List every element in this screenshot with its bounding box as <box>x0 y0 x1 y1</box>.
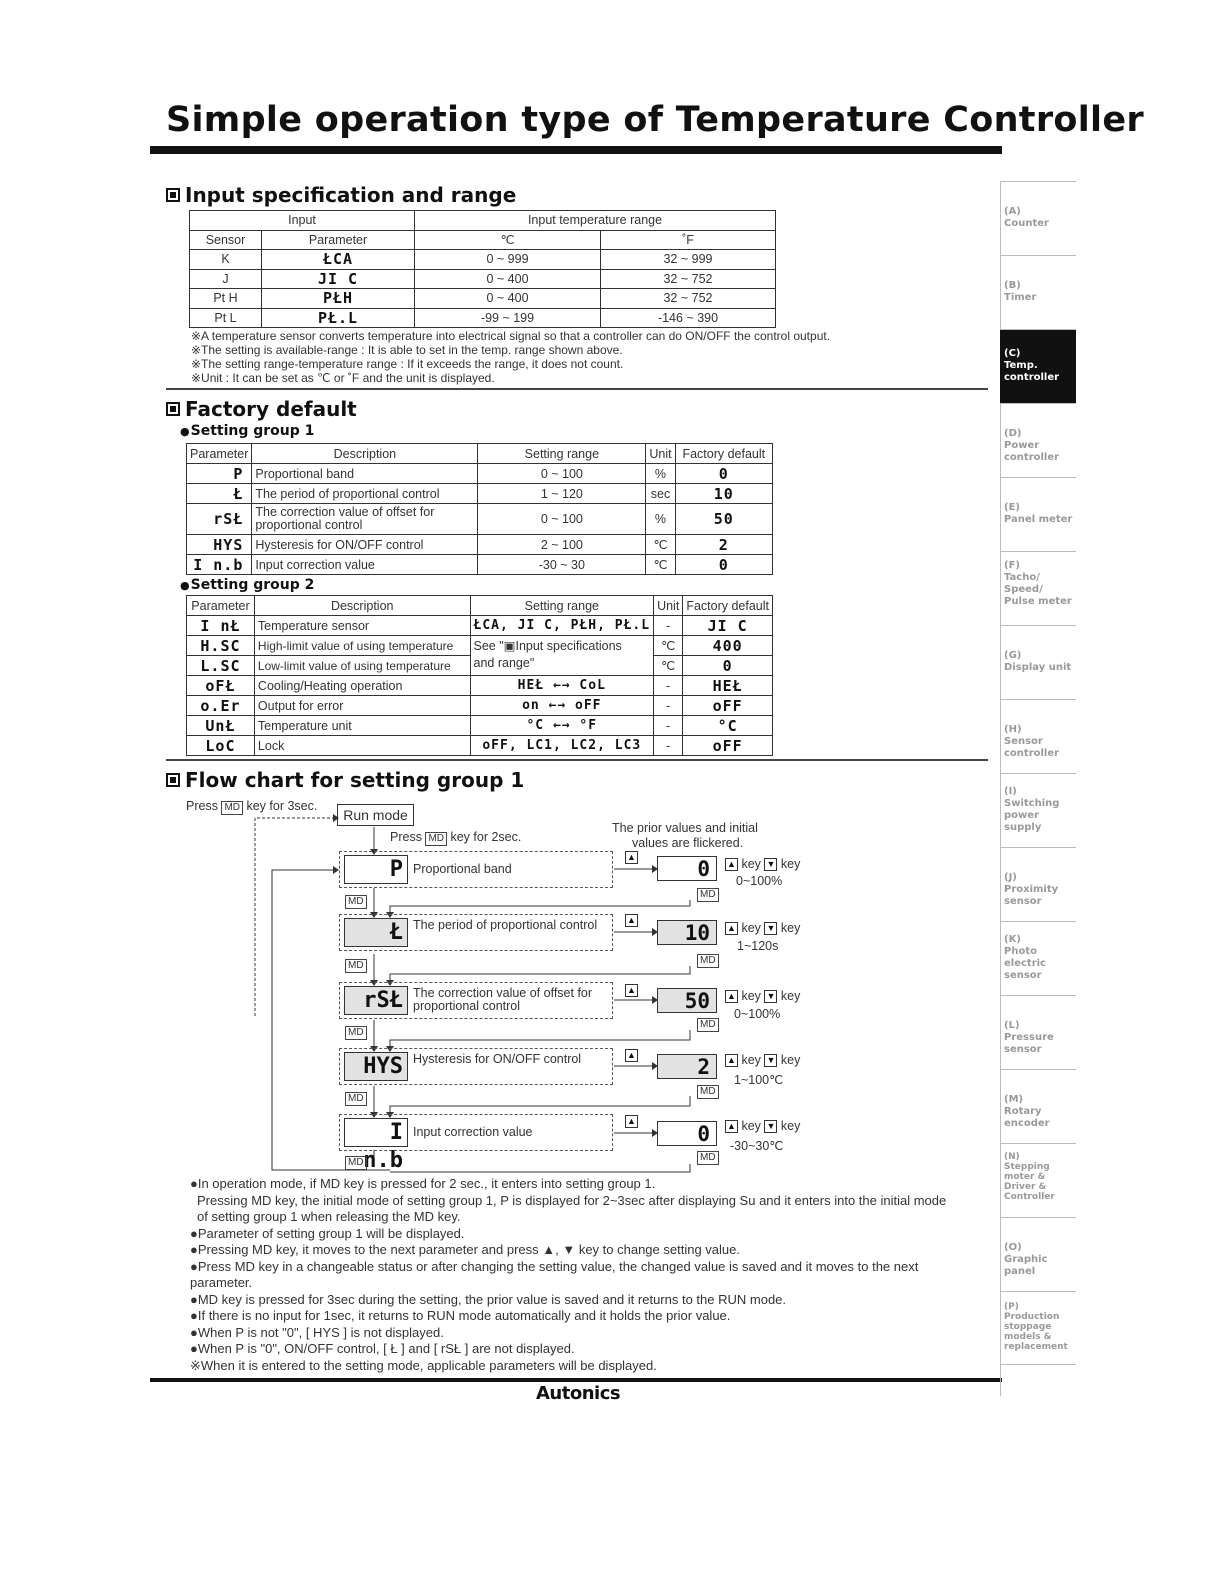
key-label: key <box>741 921 761 935</box>
g1-default: 2 <box>675 535 772 555</box>
sidebar-label: Production stoppage models & replacement <box>1004 1312 1068 1352</box>
sidebar-code: (O) <box>1004 1242 1022 1253</box>
note-bullet: ●When P is "0", ON/OFF control, [ Ł ] and [ rSŁ ] are not displayed. <box>190 1341 575 1356</box>
note-bullet: ●In operation mode, if MD key is pressed for 2 sec., it enters into setting group 1. <box>190 1176 656 1191</box>
g1-param: I n.b <box>187 555 252 575</box>
g1-unit: % <box>646 464 675 484</box>
up-key-icon: ▲ <box>625 1049 638 1062</box>
up-down-key-label <box>725 1119 800 1133</box>
spec-header-range: Input temperature range <box>415 211 776 231</box>
md-key: MD <box>425 832 447 846</box>
g2-default: HEŁ <box>683 676 773 696</box>
md-key: MD <box>345 1156 367 1170</box>
g1-default: 0 <box>675 464 772 484</box>
run-mode-box: Run mode <box>337 804 414 826</box>
g1-default: 0 <box>675 555 772 575</box>
g1-header-parameter: Parameter <box>187 444 252 464</box>
g2-param: o.Er <box>187 696 255 716</box>
spec-header-c: ℃ <box>415 230 601 250</box>
md-key: MD <box>345 959 367 973</box>
for-2sec-label: key for 2sec. <box>450 830 522 844</box>
note-bullet: Pressing MD key, the initial mode of setting group 1, P is displayed for 2~3sec after displaying Su and it enters into the initial mode of setting group 1 when releasing the MD key. <box>197 1192 947 1224</box>
step-label: The period of proportional control <box>413 918 598 932</box>
note-line: ※Unit : It can be set as ℃ or ˚F and the unit is displayed. <box>191 371 495 385</box>
sidebar-label: Temp. controller <box>1004 360 1060 383</box>
note-line: ※The setting is available-range : It is able to set in the temp. range shown above. <box>191 343 623 357</box>
g1-desc: The correction value of offset for proportional control <box>252 504 478 535</box>
category-sidebar <box>1000 181 1076 1365</box>
g1-default: 10 <box>675 484 772 504</box>
step-value: 2 <box>657 1054 717 1079</box>
sidebar-code: (A) <box>1004 206 1021 217</box>
sidebar-item-temp-controller[interactable] <box>1000 329 1076 403</box>
md-key: MD <box>697 1151 719 1165</box>
flow-notes <box>190 1176 960 1374</box>
sidebar-label: Sensor controller <box>1004 736 1060 759</box>
sidebar-item-sensor-controller[interactable] <box>1000 699 1076 773</box>
spec-header-sensor: Sensor <box>190 230 262 250</box>
step-display: rSŁ <box>344 986 408 1015</box>
sidebar-label: Timer <box>1004 292 1037 303</box>
down-key-icon: ▼ <box>764 1054 777 1067</box>
g2-desc: Cooling/Heating operation <box>254 676 470 696</box>
g2-param: L.SC <box>187 656 255 676</box>
spec-sensor: Pt L <box>190 308 262 328</box>
bottom-rule <box>150 1378 1002 1382</box>
g2-unit: ℃ <box>654 636 683 656</box>
sidebar-code: (K) <box>1004 934 1021 945</box>
setting-group-2-heading: ● Setting group 2 <box>180 577 314 593</box>
g2-param: H.SC <box>187 636 255 656</box>
step-range: 0~100% <box>734 1007 781 1021</box>
g1-default: 50 <box>675 504 772 535</box>
up-key-icon: ▲ <box>725 922 738 935</box>
g2-unit: - <box>654 676 683 696</box>
g1-header-default: Factory default <box>675 444 772 464</box>
spec-header-input: Input <box>190 211 415 231</box>
sidebar-code: (F) <box>1004 560 1020 571</box>
press-md-3sec <box>186 799 317 815</box>
for-3sec-label: key for 3sec. <box>246 799 318 813</box>
sidebar-label: Tacho/ Speed/ Pulse meter <box>1004 572 1072 607</box>
g1-range: -30 ~ 30 <box>478 555 646 575</box>
note-bullet: ●MD key is pressed for 3sec during the setting, the prior value is saved and it returns to the RUN mode. <box>190 1291 787 1307</box>
g2-desc: High-limit value of using temperature <box>254 636 470 656</box>
g2-default: 0 <box>683 656 773 676</box>
sidebar-code: (H) <box>1004 724 1022 735</box>
autonics-logo: Autonics <box>536 1383 621 1404</box>
spec-c: 0 ~ 400 <box>415 289 601 309</box>
g2-unit: - <box>654 696 683 716</box>
down-key-icon: ▼ <box>764 922 777 935</box>
g1-param: rSŁ <box>187 504 252 535</box>
g2-unit: - <box>654 616 683 636</box>
md-key: MD <box>697 888 719 902</box>
note-bullet: ●When P is not "0", [ HYS ] is not displayed. <box>190 1324 444 1340</box>
down-key-icon: ▼ <box>764 1120 777 1133</box>
spec-param: ŁCA <box>262 250 415 270</box>
spec-f: 32 ~ 752 <box>601 269 776 289</box>
sidebar-label: Stepping moter & Driver & Controller <box>1004 1162 1055 1202</box>
g2-header-parameter: Parameter <box>187 596 255 616</box>
spec-param: PŁ.L <box>262 308 415 328</box>
sidebar-label: Display unit <box>1004 662 1072 673</box>
sidebar-item-display-unit[interactable] <box>1000 625 1076 699</box>
g2-param: I nŁ <box>187 616 255 636</box>
spec-f: -146 ~ 390 <box>601 308 776 328</box>
sidebar-label: Switching power supply <box>1004 798 1060 833</box>
g2-default: °C <box>683 716 773 736</box>
g1-header-range: Setting range <box>478 444 646 464</box>
g2-range: on ←→ oFF <box>470 696 654 716</box>
g1-header-description: Description <box>252 444 478 464</box>
sidebar-code: (P) <box>1004 1302 1019 1312</box>
step-range: 1~120s <box>737 939 779 953</box>
note-bullet: ※When it is entered to the setting mode, applicable parameters will be displayed. <box>190 1357 657 1373</box>
g1-unit: % <box>646 504 675 535</box>
sidebar-code: (I) <box>1004 786 1017 797</box>
g1-range: 1 ~ 120 <box>478 484 646 504</box>
step-display: P <box>344 855 408 884</box>
sidebar-code: (J) <box>1004 872 1017 883</box>
flow-step-offset <box>339 982 613 1019</box>
g2-desc: Temperature sensor <box>254 616 470 636</box>
up-key-icon: ▲ <box>625 914 638 927</box>
up-key-icon: ▲ <box>725 1120 738 1133</box>
md-key: MD <box>221 801 243 815</box>
key-label: key <box>780 857 801 871</box>
g2-desc: Output for error <box>254 696 470 716</box>
press-label: Press <box>390 830 422 844</box>
sidebar-item-timer[interactable] <box>1000 255 1076 329</box>
g2-range: and range" <box>470 656 654 676</box>
sidebar-item-rotary-encoder[interactable] <box>1000 1069 1076 1143</box>
g2-param: oFŁ <box>187 676 255 696</box>
spec-sensor: Pt H <box>190 289 262 309</box>
g2-range: ŁCA, JI C, PŁH, PŁ.L <box>470 616 654 636</box>
spec-header-f: ˚F <box>601 230 776 250</box>
up-down-key-label <box>725 1053 800 1067</box>
note-line: ※The setting range-temperature range : If it exceeds the range, it does not count. <box>191 357 624 371</box>
g1-unit: ℃ <box>646 535 675 555</box>
g2-range: °C ←→ °F <box>470 716 654 736</box>
sidebar-label: Photo electric sensor <box>1004 946 1046 981</box>
flow-step-period <box>339 914 613 951</box>
note-line: ※A temperature sensor converts temperature into electrical signal so that a controller can do ON/OFF the control output. <box>191 329 831 343</box>
g1-unit: sec <box>646 484 675 504</box>
sidebar-code: (E) <box>1004 502 1020 513</box>
up-key-icon: ▲ <box>625 1115 638 1128</box>
sidebar-label: Power controller <box>1004 440 1060 463</box>
g2-default: 400 <box>683 636 773 656</box>
note-bullet: ●If there is no input for 1sec, it returns to RUN mode automatically and it holds the prior value. <box>190 1308 731 1323</box>
g2-param: LoC <box>187 736 255 756</box>
note-bullet: ●Parameter of setting group 1 will be displayed. <box>190 1225 465 1241</box>
g1-desc: The period of proportional control <box>252 484 478 504</box>
g2-header-range: Setting range <box>470 596 654 616</box>
sidebar-item-counter[interactable] <box>1000 181 1076 255</box>
key-label: key <box>780 921 801 935</box>
g1-desc: Proportional band <box>252 464 478 484</box>
key-label: key <box>780 989 801 1003</box>
g2-header-unit: Unit <box>654 596 683 616</box>
sidebar-label: Proximity sensor <box>1004 884 1059 907</box>
sidebar-item-power-controller[interactable] <box>1000 403 1076 477</box>
g2-param: UnŁ <box>187 716 255 736</box>
g2-unit: - <box>654 736 683 756</box>
section-flow-chart-title: Flow chart for setting group 1 <box>185 768 525 792</box>
key-label: key <box>780 1053 801 1067</box>
spec-param: PŁH <box>262 289 415 309</box>
up-key-icon: ▲ <box>725 858 738 871</box>
sidebar-code: (C) <box>1004 348 1021 359</box>
sidebar-label: Pressure sensor <box>1004 1032 1054 1055</box>
g1-desc: Input correction value <box>252 555 478 575</box>
press-label: Press <box>186 799 218 813</box>
step-value: 0 <box>657 856 717 881</box>
step-label: Input correction value <box>413 1125 533 1139</box>
sidebar-item-tacho-meter[interactable] <box>1000 551 1076 625</box>
sidebar-item-panel-meter[interactable] <box>1000 477 1076 551</box>
sidebar-item-proximity-sensor[interactable] <box>1000 847 1076 921</box>
spec-f: 32 ~ 999 <box>601 250 776 270</box>
spec-c: 0 ~ 400 <box>415 269 601 289</box>
md-key: MD <box>697 954 719 968</box>
key-label: key <box>780 1119 801 1133</box>
g1-param: HYS <box>187 535 252 555</box>
spec-header-parameter: Parameter <box>262 230 415 250</box>
key-label: key <box>741 1053 761 1067</box>
step-display: HYS <box>344 1052 408 1081</box>
g2-default: oFF <box>683 696 773 716</box>
note-bullet: ●Pressing MD key, it moves to the next parameter and press ▲, ▼ key to change setting value. <box>190 1242 740 1257</box>
sidebar-label: Graphic panel <box>1004 1254 1048 1277</box>
sidebar-item-production-stoppage[interactable] <box>1000 1291 1076 1365</box>
section-input-spec-title: Input specification and range <box>185 183 517 207</box>
spec-sensor: J <box>190 269 262 289</box>
note-bullet: ●Press MD key in a changeable status or after changing the setting value, the changed value is saved and it moves to the next parameter. <box>190 1258 919 1290</box>
g1-range: 2 ~ 100 <box>478 535 646 555</box>
sidebar-item-graphic-panel[interactable] <box>1000 1217 1076 1291</box>
g2-range: See "▣Input specifications <box>470 636 654 656</box>
step-range: 1~100℃ <box>734 1073 784 1087</box>
up-key-icon: ▲ <box>725 990 738 1003</box>
down-key-icon: ▼ <box>764 858 777 871</box>
g1-unit: ℃ <box>646 555 675 575</box>
sidebar-code: (B) <box>1004 280 1021 291</box>
spec-sensor: K <box>190 250 262 270</box>
sidebar-code: (N) <box>1004 1152 1020 1162</box>
g2-unit: ℃ <box>654 656 683 676</box>
step-label: Hysteresis for ON/OFF control <box>413 1052 582 1066</box>
g2-desc: Lock <box>254 736 470 756</box>
setting-group-1-heading: ● Setting group 1 <box>180 423 314 439</box>
page-title: Simple operation type of Temperature Controller <box>166 100 1144 140</box>
sidebar-code: (G) <box>1004 650 1022 661</box>
g2-header-default: Factory default <box>683 596 773 616</box>
g1-header-unit: Unit <box>646 444 675 464</box>
sidebar-label: Counter <box>1004 218 1049 229</box>
up-down-key-label <box>725 989 800 1003</box>
step-display: I n.b <box>344 1118 408 1147</box>
sidebar-code: (L) <box>1004 1020 1020 1031</box>
key-label: key <box>741 1119 761 1133</box>
sidebar-label: Rotary encoder <box>1004 1106 1050 1129</box>
key-label: key <box>741 857 761 871</box>
sidebar-item-photo-electric-sensor[interactable] <box>1000 921 1076 995</box>
key-label: key <box>741 989 761 1003</box>
g1-param: Ł <box>187 484 252 504</box>
up-down-key-label <box>725 921 800 935</box>
g1-range: 0 ~ 100 <box>478 464 646 484</box>
flow-step-hysteresis <box>339 1048 613 1085</box>
step-label: Proportional band <box>413 862 512 876</box>
g2-range: HEŁ ←→ CoL <box>470 676 654 696</box>
spec-c: -99 ~ 199 <box>415 308 601 328</box>
down-key-icon: ▼ <box>764 990 777 1003</box>
md-key: MD <box>697 1018 719 1032</box>
step-value: 0 <box>657 1121 717 1146</box>
g2-unit: - <box>654 716 683 736</box>
g1-param: P <box>187 464 252 484</box>
step-label: The correction value of offset for proportional control <box>413 986 593 1013</box>
step-range: 0~100% <box>736 874 783 888</box>
sidebar-item-switching-power-supply[interactable] <box>1000 773 1076 847</box>
step-range: -30~30℃ <box>730 1139 784 1153</box>
up-key-icon: ▲ <box>625 851 638 864</box>
up-key-icon: ▲ <box>625 984 638 997</box>
spec-f: 32 ~ 752 <box>601 289 776 309</box>
spec-c: 0 ~ 999 <box>415 250 601 270</box>
g1-desc: Hysteresis for ON/OFF control <box>252 535 478 555</box>
g2-header-description: Description <box>254 596 470 616</box>
up-key-icon: ▲ <box>725 1054 738 1067</box>
spec-param: JI C <box>262 269 415 289</box>
up-down-key-label <box>725 857 800 871</box>
press-md-2sec <box>390 830 521 846</box>
flow-step-proportional-band <box>339 851 613 888</box>
sidebar-item-stepping-motor[interactable] <box>1000 1143 1076 1217</box>
prior-values-note: The prior values and initial <box>612 821 758 835</box>
g2-default: oFF <box>683 736 773 756</box>
md-key: MD <box>345 895 367 909</box>
sidebar-code: (D) <box>1004 428 1022 439</box>
prior-values-note-2: values are flickered. <box>632 836 744 850</box>
section-factory-default-title: Factory default <box>185 397 357 421</box>
g2-default: JI C <box>683 616 773 636</box>
sidebar-item-pressure-sensor[interactable] <box>1000 995 1076 1069</box>
md-key: MD <box>697 1085 719 1099</box>
g2-desc: Low-limit value of using temperature <box>254 656 470 676</box>
sidebar-code: (M) <box>1004 1094 1024 1105</box>
sidebar-label: Panel meter <box>1004 514 1073 525</box>
g2-range: oFF, LC1, LC2, LC3 <box>470 736 654 756</box>
step-display: Ł <box>344 918 408 947</box>
md-key: MD <box>345 1092 367 1106</box>
g1-range: 0 ~ 100 <box>478 504 646 535</box>
step-value: 10 <box>657 920 717 945</box>
md-key: MD <box>345 1026 367 1040</box>
g2-desc: Temperature unit <box>254 716 470 736</box>
step-value: 50 <box>657 988 717 1013</box>
